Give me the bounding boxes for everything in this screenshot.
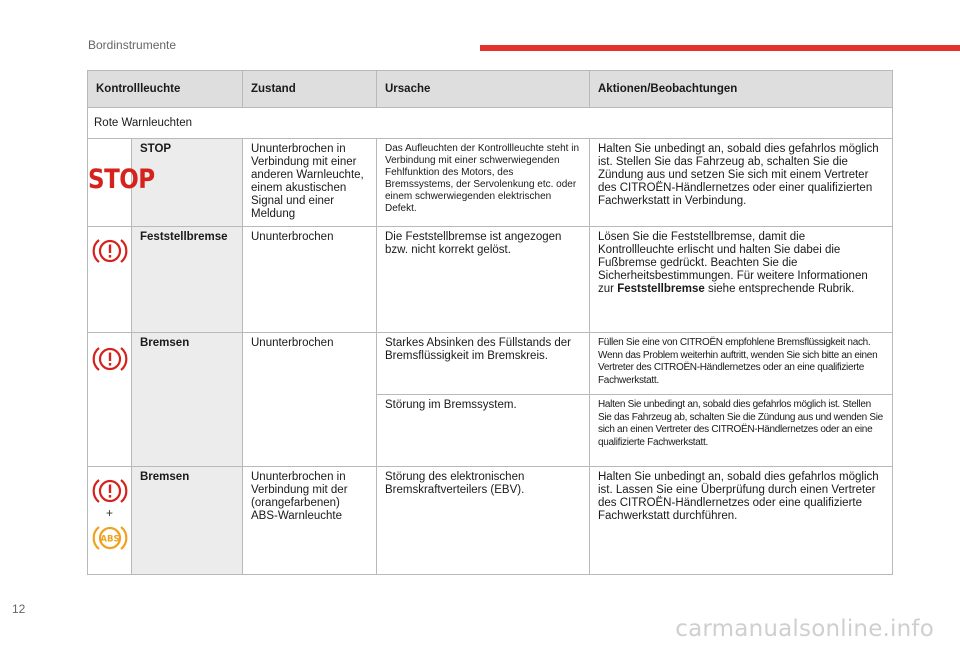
light-name: Bremsen	[132, 333, 243, 467]
icon-cell	[88, 333, 132, 467]
column-header-aktionen: Aktionen/Beobachtungen	[590, 71, 893, 108]
cause-text: Störung des elektronischen Bremskraftverteilers (EBV).	[377, 467, 590, 575]
stop-warning-icon: STOP	[88, 164, 155, 195]
watermark: carmanualsonline.info	[675, 616, 934, 642]
page-header-title: Bordinstrumente	[88, 38, 177, 52]
header-red-bar	[480, 45, 960, 51]
state-text: Ununterbrochen in Verbindung mit der (orangefarbenen) ABS-Warnleuchte	[243, 467, 377, 575]
column-header-zustand: Zustand	[243, 71, 377, 108]
action-text: Halten Sie unbedingt an, sobald dies gefahrlos möglich ist. Lassen Sie eine Überprüfung durch einen Vertreter des CITROËN-Händlernetzes oder eine qualifizierte Fachwerkstatt durchführen.	[590, 467, 893, 575]
brake-warning-icon	[92, 477, 128, 505]
action-text: Füllen Sie eine von CITROËN empfohlene Bremsflüssigkeit nach. Wenn das Problem weiterhin auftritt, wenden Sie sich bitte an einen Vertreter des CITROËN-Händlernetzes oder an eine qualifizierte Fachwerkstatt.	[590, 333, 893, 395]
section-row	[88, 108, 893, 139]
column-header-ursache: Ursache	[377, 71, 590, 108]
table-row	[88, 333, 893, 395]
table-header-row	[88, 71, 893, 108]
icon-cell	[88, 227, 132, 333]
cause-text: Die Feststellbremse ist angezogen bzw. nicht korrekt gelöst.	[377, 227, 590, 333]
table-row	[88, 467, 893, 575]
action-text: Halten Sie unbedingt an, sobald dies gefahrlos möglich ist. Stellen Sie das Fahrzeug ab, schalten Sie die Zündung aus und wenden Sie sich an einen Vertreter des CITROËN-Händlernetzes oder an eine qualifizierte Fachwerkstatt.	[590, 395, 893, 467]
state-text: Ununterbrochen	[243, 333, 377, 467]
abs-label: ABS	[99, 534, 120, 545]
brake-warning-icon	[92, 345, 128, 373]
action-link-feststellbremse: Feststellbremse	[617, 283, 705, 295]
cause-text: Störung im Bremssystem.	[377, 395, 590, 467]
state-text: Ununterbrochen in Verbindung mit einer anderen Warnleuchte, einem akustischen Signal und einer Meldung	[243, 139, 377, 227]
table-row	[88, 227, 893, 333]
abs-warning-icon	[92, 524, 128, 552]
action-text-tail: siehe entsprechende Rubrik.	[707, 283, 855, 295]
brake-warning-icon	[92, 237, 128, 265]
icon-cell	[88, 139, 155, 227]
state-text: Ununterbrochen	[243, 227, 377, 333]
section-title: Rote Warnleuchten	[88, 108, 893, 139]
cause-text: Starkes Absinken des Füllstands der Bremsflüssigkeit im Bremskreis.	[377, 333, 590, 395]
light-name: STOP	[132, 139, 243, 227]
column-header-kontrollleuchte: Kontrollleuchte	[88, 71, 243, 108]
action-text	[590, 227, 893, 333]
light-name: Bremsen	[132, 467, 243, 575]
action-text-main: Lösen Sie die Feststellbremse, damit die Kontrollleuchte erlischt und halten Sie dabei die Fußbremse gedrückt. Beachten Sie die Sicherheitsbestimmungen. Für weitere Informationen zur	[598, 231, 868, 295]
plus-sign: +	[105, 506, 113, 520]
warning-lights-table	[87, 70, 893, 575]
cause-text: Das Aufleuchten der Kontrollleuchte steht in Verbindung mit einer schwerwiegenden Fehlfunktion des Motors, des Bremssystems, der Servolenkung etc. oder einem schwerwiegenden elektrischen Defekt.	[377, 139, 590, 227]
action-text: Halten Sie unbedingt an, sobald dies gefahrlos möglich ist. Stellen Sie das Fahrzeug ab, schalten Sie die Zündung aus und setzen Sie sich mit einem Vertreter des CITROËN-Händlernetzes oder einer qualifizierten Fachwerkstatt in Verbindung.	[590, 139, 893, 227]
table-row	[88, 139, 893, 227]
light-name: Feststellbremse	[132, 227, 243, 333]
page-number: 12	[12, 602, 26, 616]
icon-cell	[88, 467, 132, 575]
